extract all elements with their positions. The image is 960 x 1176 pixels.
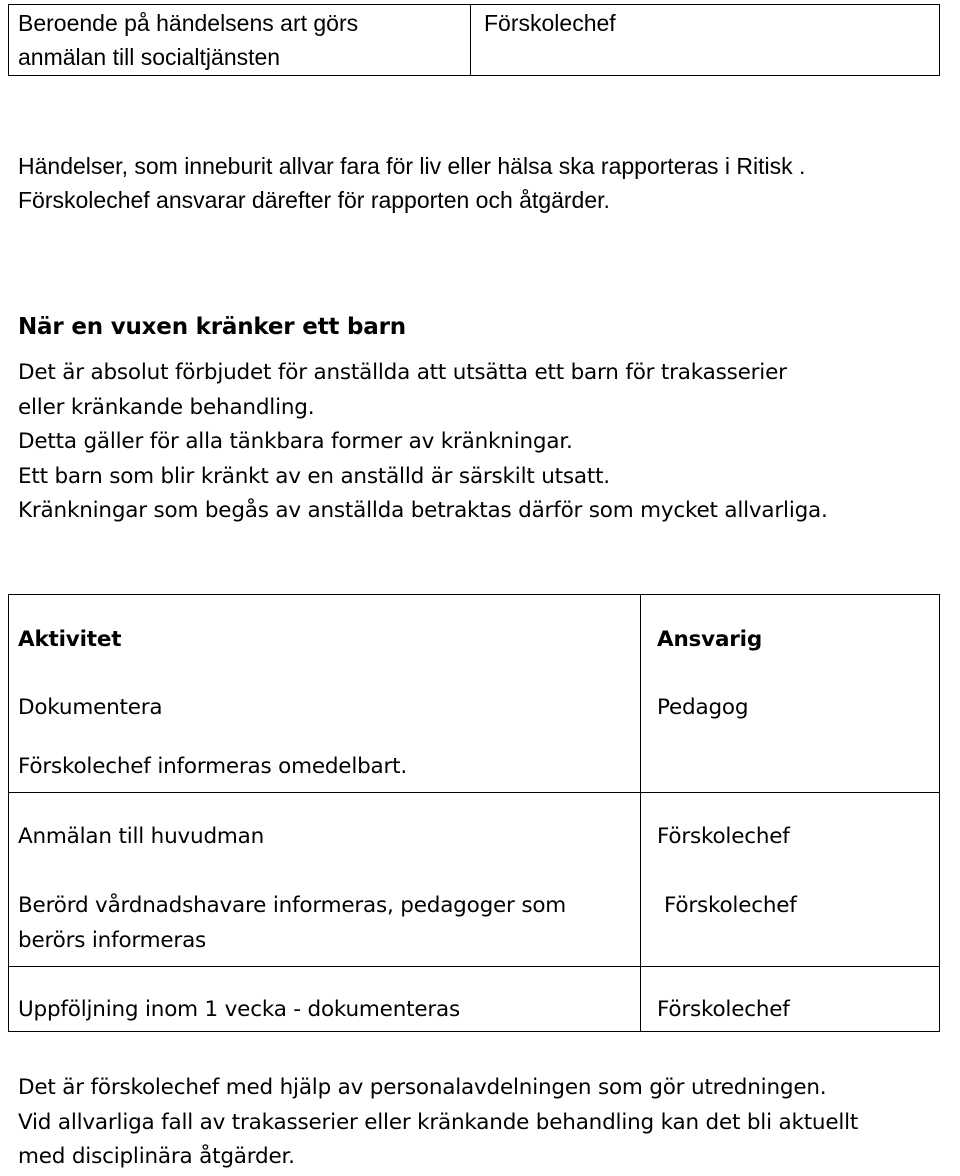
- header-responsible: Ansvarig: [657, 627, 763, 652]
- section-line-4: Ett barn som blir kränkt av en anställd är särskilt utsatt.: [18, 463, 610, 489]
- section-heading: När en vuxen kränker ett barn: [18, 314, 406, 340]
- section-line-3: Detta gäller för alla tänkbara former av kränkningar.: [18, 429, 573, 454]
- activity-table-row-divider: [8, 966, 940, 967]
- top-table-left-cell: [18, 6, 358, 74]
- top-table-left-line-1: Beroende på händelsens art görs: [18, 10, 359, 36]
- activity-table-row-divider: [8, 792, 940, 793]
- activity-row-4-line-2: berörs informeras: [18, 927, 207, 953]
- activity-row-4-line-1: Berörd vårdnadshavare informeras, pedagoger som: [18, 893, 567, 918]
- section-body: [18, 356, 828, 529]
- top-table-divider: [470, 4, 471, 76]
- footer-line-3: med disciplinära åtgärder.: [18, 1144, 295, 1169]
- footer-paragraph: [18, 1071, 858, 1175]
- header-activity: Aktivitet: [18, 627, 122, 652]
- activity-row-5-activity: Uppföljning inom 1 vecka - dokumenteras: [18, 997, 460, 1022]
- activity-row-4-responsible: Förskolechef: [664, 893, 797, 918]
- activity-row-5-responsible: Förskolechef: [657, 997, 790, 1022]
- footer-line-2: Vid allvarliga fall av trakasserier eller kränkande behandling kan det bli aktuellt: [18, 1109, 859, 1135]
- activity-row-2-activity: Förskolechef informeras omedelbart.: [18, 754, 408, 779]
- activity-row-4-activity: [18, 889, 566, 958]
- section-line-2: eller kränkande behandling.: [18, 394, 315, 420]
- top-table-right-cell: Förskolechef: [484, 10, 616, 36]
- activity-row-1-activity: Dokumentera: [18, 695, 163, 720]
- top-table-left-line-2: anmälan till socialtjänsten: [18, 44, 281, 70]
- section-line-1: Det är absolut förbjudet för anställda att utsätta ett barn för trakasserier: [18, 360, 787, 385]
- activity-row-1-responsible: Pedagog: [657, 695, 749, 720]
- footer-line-1: Det är förskolechef med hjälp av personalavdelningen som gör utredningen.: [18, 1075, 827, 1100]
- ritisk-paragraph: [18, 149, 805, 217]
- ritisk-line-2: Förskolechef ansvarar därefter för rapporten och åtgärder.: [18, 187, 610, 213]
- activity-row-3-activity: Anmälan till huvudman: [18, 824, 265, 849]
- activity-row-3-responsible: Förskolechef: [657, 824, 790, 849]
- ritisk-line-1: Händelser, som inneburit allvar fara för liv eller hälsa ska rapporteras i Ritisk .: [18, 153, 806, 179]
- section-line-5: Kränkningar som begås av anställda betraktas därför som mycket allvarliga.: [18, 498, 828, 523]
